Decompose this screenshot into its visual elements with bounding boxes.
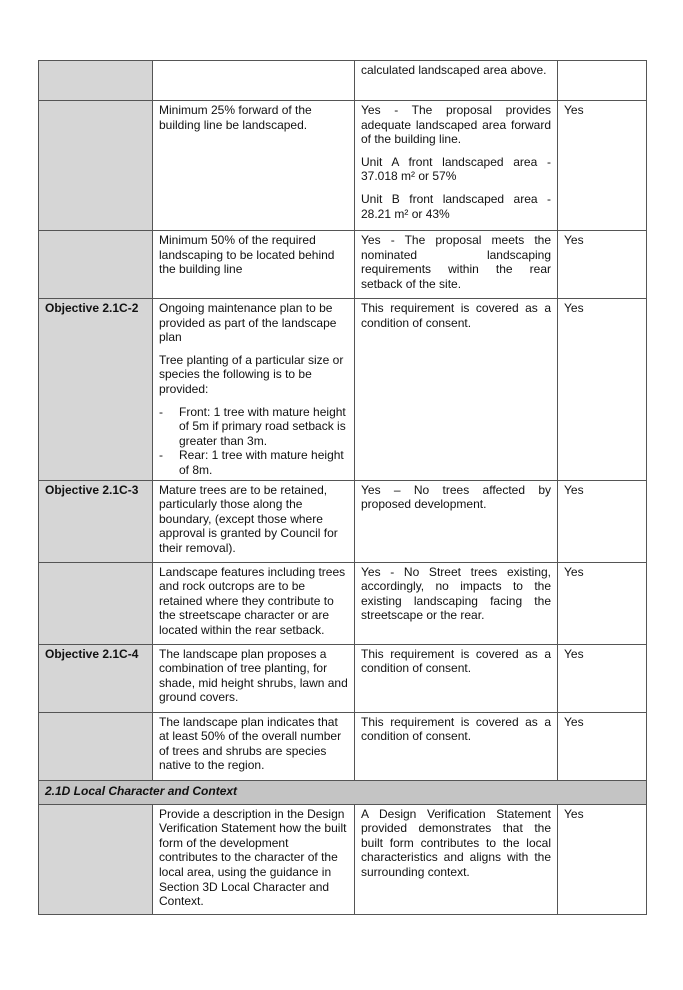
control-cell — [153, 804, 355, 914]
document-page — [38, 60, 646, 915]
table-row — [39, 712, 647, 780]
control-cell — [153, 480, 355, 562]
comment-cell — [355, 299, 558, 481]
comment-text: Yes – No trees affected by proposed development. — [361, 482, 551, 512]
objective-cell — [39, 804, 153, 914]
objective-cell — [39, 231, 153, 299]
complies-cell: Yes — [558, 804, 647, 914]
control-text: Provide a description in the Design Verification Statement how the built form of the development contributes to the character of the local area, using the guidance in Section 3D Local Character and Context. — [159, 806, 347, 909]
complies-cell: Yes — [558, 299, 647, 481]
objective-cell — [39, 712, 153, 780]
comment-text: Yes - No Street trees existing, accordingly, no impacts to the existing landscaping facing the streetscape or the rear. — [361, 564, 551, 623]
comment-cell — [355, 101, 558, 231]
list-item-text: Rear: 1 tree with mature height of 8m. — [179, 448, 344, 477]
comment-cell — [355, 562, 558, 644]
comment-cell — [355, 644, 558, 712]
dash-bullet-icon: - — [159, 404, 163, 419]
control-cell — [153, 712, 355, 780]
list-item-text: Front: 1 tree with mature height of 5m if primary road setback is greater than 3m. — [179, 404, 346, 448]
control-text: Mature trees are to be retained, particularly those along the boundary, (except those where approval is granted by Council for their removal). — [159, 482, 338, 555]
comment-text: calculated landscaped area above. — [361, 63, 547, 77]
objective-cell: Objective 2.1C-4 — [39, 644, 153, 712]
comment-cell — [355, 61, 558, 101]
dash-bullet-icon: - — [159, 448, 163, 463]
control-cell — [153, 231, 355, 299]
table-row — [39, 804, 647, 914]
control-text: Ongoing maintenance plan to be provided as part of the landscape plan — [159, 301, 337, 345]
comment-text: Unit A front landscaped area - 37.018 m² or 57% — [361, 154, 551, 184]
comment-cell — [355, 231, 558, 299]
control-text: Minimum 50% of the required landscaping to be located behind the building line — [159, 233, 335, 277]
control-text: The landscape plan proposes a combination of tree planting, for shade, mid height shrubs, lawn and ground covers. — [159, 646, 348, 705]
control-cell — [153, 562, 355, 644]
complies-cell: Yes — [558, 101, 647, 231]
complies-cell — [558, 61, 647, 101]
table-row — [39, 562, 647, 644]
section-heading: 2.1D Local Character and Context — [39, 780, 647, 804]
control-text: Tree planting of a particular size or species the following is to be provided: — [159, 352, 344, 396]
control-text: The landscape plan indicates that at least 50% of the overall number of trees and shrubs are species native to the region. — [159, 714, 342, 773]
control-text: Minimum 25% forward of the building line be landscaped. — [159, 103, 312, 132]
objective-cell: Objective 2.1C-2 — [39, 299, 153, 481]
comment-cell — [355, 480, 558, 562]
comment-text: This requirement is covered as a condition of consent. — [361, 301, 551, 330]
control-cell — [153, 644, 355, 712]
control-cell — [153, 61, 355, 101]
list-item — [159, 448, 348, 477]
comment-cell — [355, 712, 558, 780]
section-header-row — [39, 780, 647, 804]
control-cell — [153, 299, 355, 481]
comment-text: Yes - The proposal provides adequate landscaped area forward of the building line. — [361, 103, 551, 147]
complies-cell: Yes — [558, 644, 647, 712]
table-row — [39, 101, 647, 231]
table-row — [39, 480, 647, 562]
comment-text: Yes - The proposal meets the nominated landscaping requirements within the rear setback of the site. — [361, 233, 551, 291]
objective-cell — [39, 562, 153, 644]
comment-text: A Design Verification Statement provided demonstrates that the built form contributes to the local characteristics and aligns with the surrounding context. — [361, 806, 551, 879]
tree-requirements-list — [159, 405, 348, 478]
complies-cell: Yes — [558, 231, 647, 299]
comment-text: This requirement is covered as a condition of consent. — [361, 646, 551, 676]
complies-cell: Yes — [558, 480, 647, 562]
comment-text: This requirement is covered as a condition of consent. — [361, 714, 551, 744]
objective-cell: Objective 2.1C-3 — [39, 480, 153, 562]
comment-text: Unit B front landscaped area - 28.21 m² or 43% — [361, 191, 551, 221]
table-row — [39, 231, 647, 299]
table-row — [39, 299, 647, 481]
comment-cell — [355, 804, 558, 914]
control-text: Landscape features including trees and rock outcrops are to be retained where they contribute to the streetscape character or are located within the rear setback. — [159, 564, 346, 637]
table-row — [39, 61, 647, 101]
control-cell — [153, 101, 355, 231]
objective-cell — [39, 101, 153, 231]
list-item — [159, 405, 348, 449]
table-row — [39, 644, 647, 712]
objective-cell — [39, 61, 153, 101]
compliance-table — [38, 60, 647, 915]
complies-cell: Yes — [558, 562, 647, 644]
complies-cell: Yes — [558, 712, 647, 780]
